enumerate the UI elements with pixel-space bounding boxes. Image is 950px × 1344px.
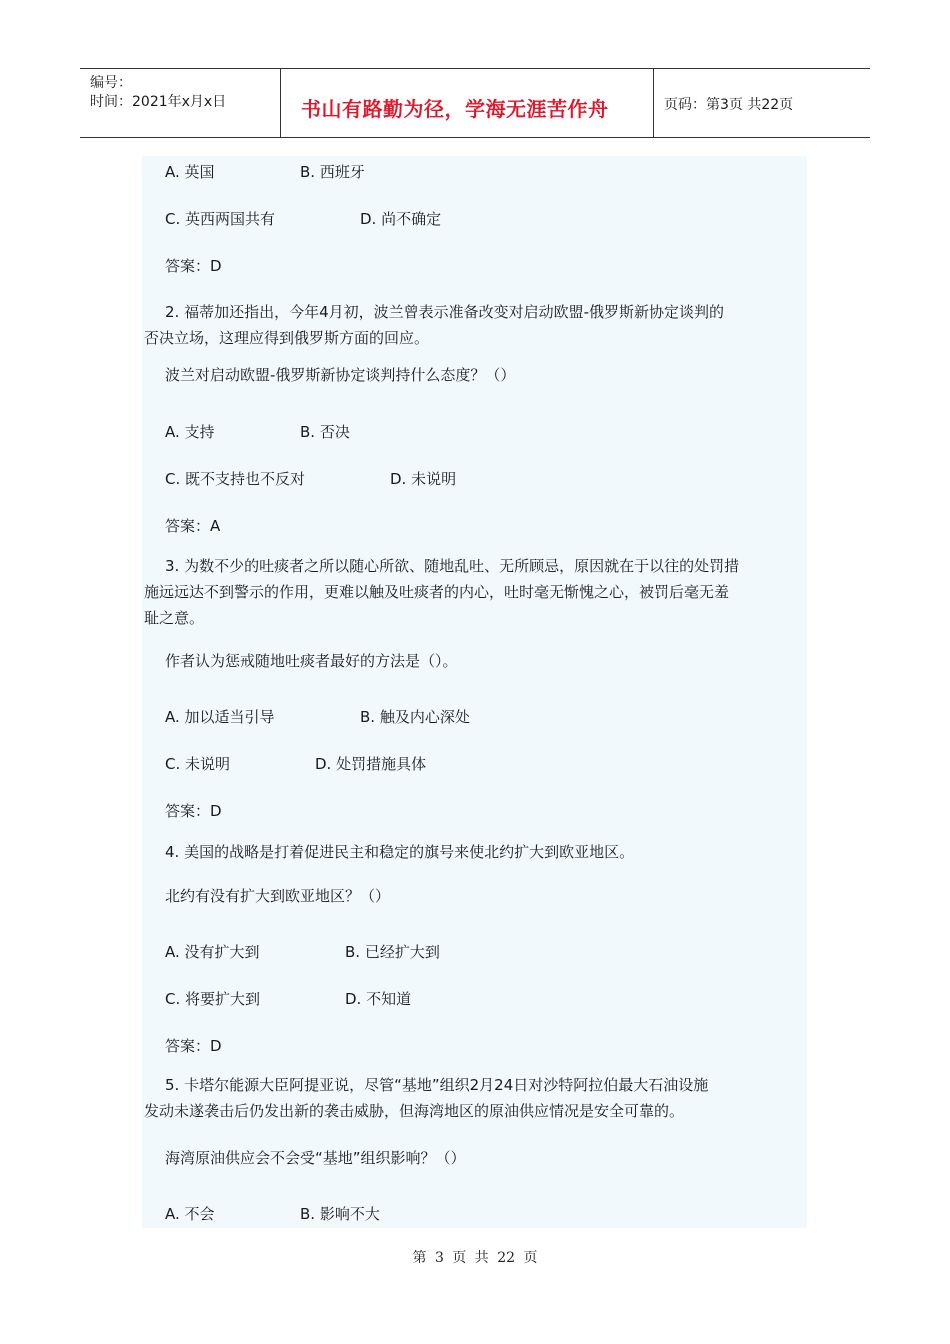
answer-key: 答案：D	[165, 1037, 222, 1055]
page-header	[80, 68, 870, 138]
header-page-cell	[654, 69, 870, 137]
header-page-indicator: 页码：第3页 共22页	[664, 97, 794, 113]
answer-option: D. 尚不确定	[360, 210, 442, 228]
question-prompt: 海湾原油供应会不会受“基地”组织影响？（）	[165, 1149, 466, 1167]
answer-key: 答案：D	[165, 802, 222, 820]
answer-option: A. 英国	[165, 163, 215, 181]
answer-option: D. 处罚措施具体	[315, 755, 427, 773]
header-motto-cell	[281, 69, 654, 137]
answer-option: C. 未说明	[165, 755, 231, 773]
passage-line: 耻之意。	[144, 609, 205, 627]
answer-option: B. 触及内心深处	[360, 708, 470, 726]
document-date-label: 时间：2021年x月x日	[90, 94, 227, 110]
answer-option: B. 影响不大	[300, 1205, 380, 1223]
answer-option: B. 西班牙	[300, 163, 365, 181]
header-motto: 书山有路勤为径，学海无涯苦作舟	[301, 97, 609, 121]
document-number-label: 编号：	[90, 75, 132, 91]
answer-option: A. 不会	[165, 1205, 215, 1223]
passage-line: 3. 为数不少的吐痰者之所以随心所欲、随地乱吐、无所顾忌，原因就在于以往的处罚措	[165, 557, 740, 575]
answer-option: D. 不知道	[345, 990, 412, 1008]
question-prompt: 北约有没有扩大到欧亚地区？（）	[165, 887, 391, 905]
answer-option: C. 将要扩大到	[165, 990, 261, 1008]
answer-option: C. 英西两国共有	[165, 210, 276, 228]
answer-option: A. 支持	[165, 423, 215, 441]
question-prompt: 作者认为惩戒随地吐痰者最好的方法是（）。	[165, 652, 458, 670]
question-content-area	[142, 156, 807, 1228]
header-meta-cell	[80, 69, 281, 137]
passage-line: 2. 福蒂加还指出，今年4月初，波兰曾表示准备改变对启动欧盟-俄罗斯新协定谈判的	[165, 303, 725, 321]
answer-option: A. 没有扩大到	[165, 943, 260, 961]
answer-option: B. 已经扩大到	[345, 943, 440, 961]
answer-option: B. 否决	[300, 423, 350, 441]
question-prompt: 波兰对启动欧盟-俄罗斯新协定谈判持什么态度？（）	[165, 366, 516, 384]
answer-key: 答案：D	[165, 257, 222, 275]
passage-line: 否决立场，这理应得到俄罗斯方面的回应。	[144, 329, 430, 347]
answer-option: D. 未说明	[390, 470, 457, 488]
answer-option: C. 既不支持也不反对	[165, 470, 306, 488]
page-footer: 第 3 页 共 22 页	[412, 1250, 538, 1266]
passage-line: 5. 卡塔尔能源大臣阿提亚说，尽管“基地”组织2月24日对沙特阿拉伯最大石油设施	[165, 1076, 709, 1094]
answer-option: A. 加以适当引导	[165, 708, 275, 726]
answer-key: 答案：A	[165, 517, 221, 535]
passage-line: 施远远达不到警示的作用，更难以触及吐痰者的内心，吐时毫无惭愧之心，被罚后毫无羞	[144, 583, 730, 601]
passage-line: 4. 美国的战略是打着促进民主和稳定的旗号来使北约扩大到欧亚地区。	[165, 843, 635, 861]
passage-line: 发动未遂袭击后仍发出新的袭击威胁，但海湾地区的原油供应情况是安全可靠的。	[144, 1102, 685, 1120]
